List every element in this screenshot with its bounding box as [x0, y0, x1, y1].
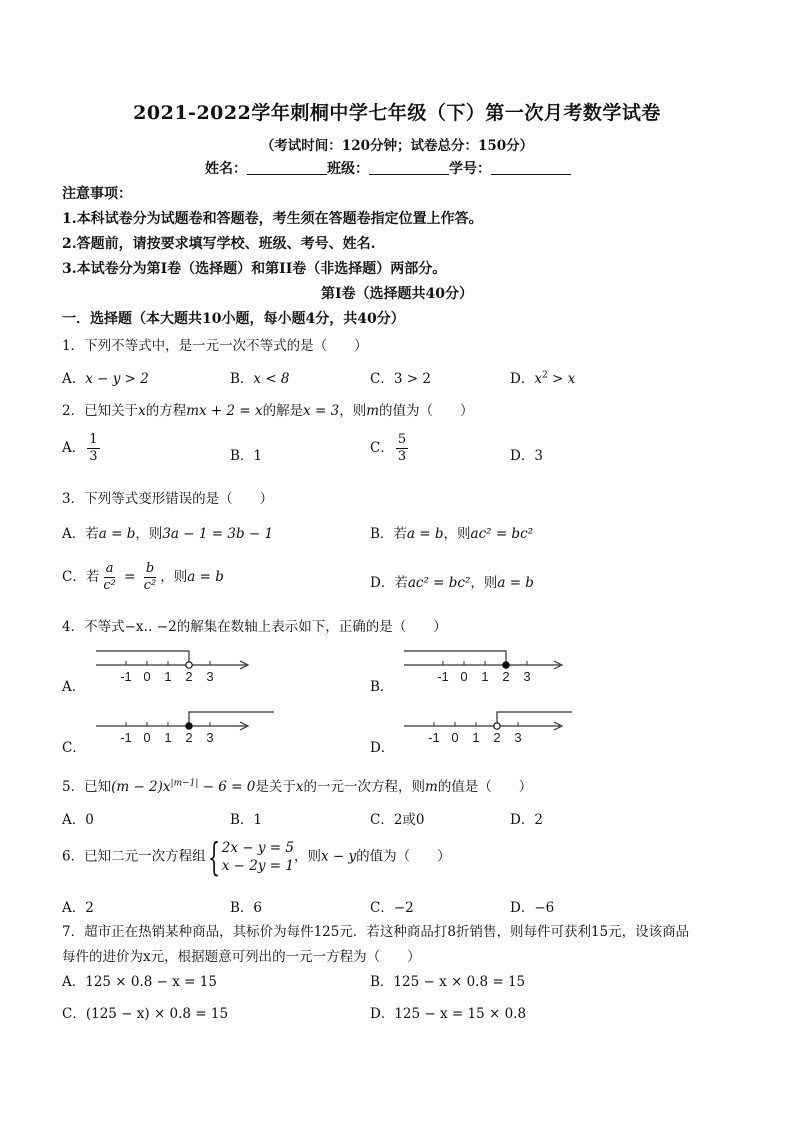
q4-option-c-label[interactable]: C．	[62, 740, 86, 756]
open-point-icon	[186, 662, 192, 668]
tick-label: 1	[481, 669, 489, 684]
q4-option-b-numberline[interactable]	[396, 645, 566, 687]
tick-label: -1	[428, 730, 440, 745]
open-point-icon	[494, 723, 500, 729]
name-blank[interactable]	[247, 160, 327, 175]
tick-label: 2	[185, 669, 193, 684]
q5-option-d[interactable]: D．2	[510, 812, 543, 828]
tick-label: 3	[523, 669, 531, 684]
q5-option-a[interactable]: A．0	[62, 812, 94, 828]
section-heading: 一．选择题（本大题共10小题，每小题4分，共40分）	[62, 311, 405, 327]
solution-ray	[404, 651, 506, 665]
q1-option-a[interactable]: A．x − y > 2	[62, 371, 149, 387]
q7-line-2: 每件的进价为x元，根据题意可列出的一元一方程为（ ）	[62, 949, 421, 965]
q5-option-c[interactable]: C．2或0	[370, 812, 425, 828]
q3-option-a[interactable]: A．若a = b，则3a − 1 = 3b − 1	[62, 526, 274, 542]
tick-label: 0	[460, 669, 468, 684]
q2-option-b[interactable]: B．1	[230, 448, 263, 464]
tick-label: 3	[514, 730, 522, 745]
q4-stem: 4．不等式−x‥ −2的解集在数轴上表示如下，正确的是（ ）	[62, 619, 447, 635]
q7-option-c[interactable]: C．(125 − x) × 0.8 = 15	[62, 1006, 229, 1022]
q2-stem: 2．已知关于x的方程mx + 2 = x的解是x = 3，则m的值为（ ）	[62, 403, 474, 419]
q2-option-a[interactable]: A． $\frac{1}{3}$	[62, 432, 98, 464]
q4-option-a-label[interactable]: A．	[62, 679, 86, 695]
q7-option-a[interactable]: A．125 × 0.8 − x = 15	[62, 974, 217, 990]
note-item-2: 2.答题前，请按要求填写学校、班级、考号、姓名.	[62, 236, 376, 252]
q6-option-c[interactable]: C．−2	[370, 900, 414, 916]
q6-option-a[interactable]: A．2	[62, 900, 94, 916]
q4-option-b-label[interactable]: B．	[370, 679, 394, 695]
number-label: 学号：	[449, 161, 491, 177]
note-item-1: 1.本科试卷分为试题卷和答题卷，考生须在答题卷指定位置上作答。	[62, 211, 483, 227]
q6-option-b[interactable]: B．6	[230, 900, 263, 916]
q1-stem: 1．下列不等式中，是一元一次不等式的是（ ）	[62, 338, 368, 354]
closed-point-icon	[186, 723, 192, 729]
tick-label: -1	[120, 730, 132, 745]
tick-label: 1	[164, 669, 172, 684]
tick-label: 0	[451, 730, 459, 745]
solution-ray	[96, 651, 189, 665]
q7-option-d[interactable]: D．125 − x = 15 × 0.8	[370, 1006, 527, 1022]
closed-point-icon	[503, 662, 509, 668]
tick-label: 2	[502, 669, 510, 684]
q7-line-1: 7．超市正在热销某种商品，其标价为每件125元．若这种商品打8折销售，则每件可获利15元，设该商品	[62, 924, 690, 940]
q3-stem: 3．下列等式变形错误的是（ ）	[62, 491, 274, 507]
tick-label: -1	[120, 669, 132, 684]
q3-option-b[interactable]: B．若a = b，则ac² = bc²	[370, 526, 534, 542]
tick-label: 0	[143, 730, 151, 745]
q1-option-c[interactable]: C．3 > 2	[370, 371, 431, 387]
tick-label: 2	[493, 730, 501, 745]
q6-option-d[interactable]: D．−6	[510, 900, 555, 916]
notes-heading: 注意事项：	[62, 186, 132, 202]
q1-option-b[interactable]: B．x < 8	[230, 371, 290, 387]
tick-label: 1	[472, 730, 480, 745]
tick-label: 2	[185, 730, 193, 745]
q5-option-b[interactable]: B．1	[230, 812, 263, 828]
q4-option-c-numberline[interactable]	[88, 706, 278, 748]
number-blank[interactable]	[491, 160, 571, 175]
q2-option-c[interactable]: C． $\frac{5}{3}$	[370, 432, 407, 464]
tick-label: 1	[164, 730, 172, 745]
q1-option-d[interactable]: D．$x^2 > x$	[510, 370, 576, 387]
q5-stem: 5．已知$(m - 2)x^{|m-1|} - 6 = 0$是关于x的一元一次方程，则m的值是（ ）	[62, 778, 533, 795]
solution-ray	[189, 712, 274, 726]
note-item-3: 3.本试卷分为第I卷（选择题）和第II卷（非选择题）两部分。	[62, 261, 447, 277]
left-brace-icon: {	[207, 835, 220, 879]
class-blank[interactable]	[369, 160, 449, 175]
tick-label: 0	[143, 669, 151, 684]
exam-subtitle: （考试时间：120分钟；试卷总分：150分）	[260, 138, 534, 154]
solution-ray	[497, 712, 572, 726]
q7-option-b[interactable]: B．125 − x × 0.8 = 15	[370, 974, 526, 990]
name-label: 姓名：	[205, 161, 247, 177]
class-label: 班级：	[327, 161, 369, 177]
q4-option-d-label[interactable]: D．	[370, 740, 395, 756]
tick-label: -1	[437, 669, 449, 684]
q2-option-d[interactable]: D．3	[510, 448, 543, 464]
tick-label: 3	[206, 730, 214, 745]
student-info-line	[205, 158, 571, 178]
part1-heading: 第I卷（选择题共40分）	[320, 286, 474, 302]
tick-label: 3	[206, 669, 214, 684]
q3-option-c[interactable]: C．若 $\frac{a}{\text{c²}}$ = $\frac{b}{\text{c²}}$ ，则a = b	[62, 561, 224, 593]
q3-option-d[interactable]: D．若ac² = bc²，则a = b	[370, 575, 534, 591]
exam-title: 2021-2022学年刺桐中学七年级（下）第一次月考数学试卷	[133, 102, 661, 124]
q4-option-a-numberline[interactable]	[88, 645, 258, 687]
q4-option-d-numberline[interactable]	[396, 706, 576, 748]
q6-stem: 6．已知二元一次方程组{ 2x − y = 5 x − 2y = 1 ，则x − y的值为（ ）	[62, 835, 451, 879]
